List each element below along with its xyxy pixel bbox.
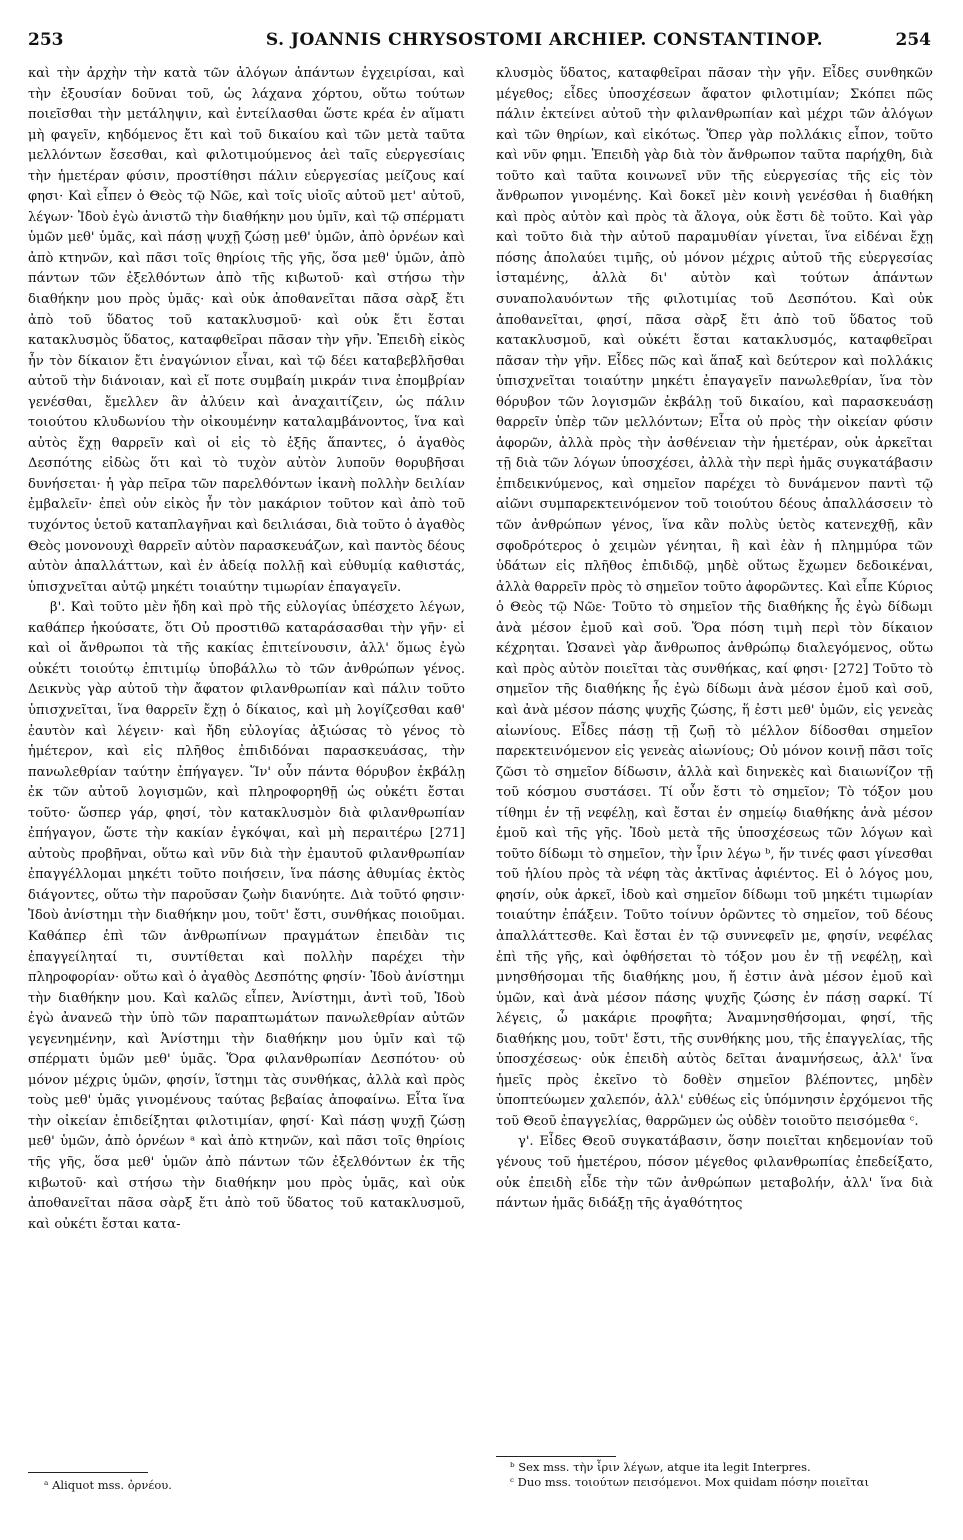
- paragraph: κλυσμὸς ὕδατος, καταφθεῖραι πᾶσαν τὴν γῆν. Εἶδες συνθηκῶν μέγεθος; εἶδες ὑποσχέσεων ἄφατον φιλοτιμίαν; Σκόπει πῶς πάλιν ἐκτείνει αὐτοῦ τὴν φιλανθρωπίαν καὶ μέχρι τῶν ἀλόγων καὶ τῶν θηρίων, καὶ εἰκότως. Ὅπερ γὰρ πολλάκις εἶπον, τοῦτο καὶ νῦν φημι. Ἐπειδὴ γὰρ διὰ τὸν ἄνθρωπον ταῦτα παρήχθη, διὰ τοῦτο καὶ ταῦτα κοινωνεῖ νῦν τῆς εὐεργεσίας τῆς εἰς τὸν ἄνθρωπον γινομένης. Καὶ δοκεῖ μὲν κοινὴ γενέσθαι ἡ διαθήκη καὶ πρὸς αὐτὸν καὶ πρὸς τὰ ἄλογα, οὐκ ἔστι δὲ τοῦτο. Καὶ γὰρ καὶ τοῦτο διὰ τὴν αὐτοῦ παραμυθίαν γίνεται, ἵνα εἰδέναι ἔχῃ πόσης ἀπολαύει τιμῆς, οὐ μόνον μέχρις αὐτοῦ τῆς εὐεργεσίας ἱσταμένης, ἀλλὰ δι' αὐτὸν καὶ τούτων ἁπάντων συναπολαυόντων τῆς φιλοτιμίας τοῦ Δεσπότου. Καὶ οὐκ ἀποθανεῖται, φησί, πᾶσα σὰρξ ἔτι ἀπὸ τοῦ ὕδατος τοῦ κατακλυσμοῦ, καὶ οὐκέτι ἔσται κατακλυσμός, καταφθεῖραι πᾶσαν τὴν γῆν. Εἶδες πῶς καὶ ἅπαξ καὶ δεύτερον καὶ πολλάκις ὑπισχνεῖται τοιαύτην μηκέτι ἐπαγαγεῖν πανωλεθρίαν, ἵνα τὸν θόρυβον τῶν λογισμῶν ἐκβάλῃ τοῦ δικαίου, καὶ παρασκευάσῃ θαρρεῖν ὑπὲρ τῶν μελλόντων; Εἶτα οὐ πρὸς τὴν οἰκείαν φύσιν ἀφορῶν, ἀλλὰ πρὸς τὴν ἀσθένειαν τὴν ἡμετέραν, οὐκ ἀρκεῖται τῇ διὰ τῶν λόγων ὑποσχέσει, ἀλλὰ τὴν περὶ ἡμᾶς συγκατάβασιν ἐπιδεικνύμενος, καὶ σημεῖον παρέχει τὸ δυνάμενον παντὶ τῷ αἰῶνι συμπαρεκτεινόμενον τοῦ τοιούτου δέους ἀπαλλάσσειν τὸ τῶν ἀνθρώπων γένος, ἵνα κἂν πολὺς ὑετὸς κατενεχθῇ, κἂν σφοδρότερος ὁ χειμὼν γένηται, ἢ καὶ ἐὰν ἡ πλημμύρα τῶν ὑδάτων εἰς πλῆθος ἐπιδιδῷ, μηδὲ οὕτως ἔχωμεν δεδοικέναι, ἀλλὰ θαρρεῖν πρὸς τὸ σημεῖον τοῦτο ἀφορῶντες. Καὶ εἶπε Κύριος ὁ Θεὸς τῷ Νῶε· Τοῦτο τὸ σημεῖον τῆς διαθήκης ἧς ἐγὼ δίδωμι ἀνὰ μέσον ἐμοῦ καὶ σοῦ. Ὅρα πόση τιμὴ περὶ τὸν δίκαιον κέχρηται. Ὡσανεὶ γὰρ ἄνθρωπος ἀνθρώπῳ διαλεγόμενος, οὕτω καὶ πρὸς αὐτὸν ποιεῖται τὰς συνθήκας, καί φησι· [272] Τοῦτο τὸ σημεῖον τῆς διαθήκης ἧς ἐγὼ δίδωμι ἀνὰ μέσον ἐμοῦ καὶ σοῦ, καὶ ἀνὰ μέσον πάσης ψυχῆς ζώσης, ἥ ἐστι μεθ' ὑμῶν, εἰς γενεὰς αἰωνίους. Εἶδες πάσῃ τῇ ζωῇ τὸ μέλλον δίδοσθαι σημεῖον παρεκτεινόμενον εἰς γενεὰς αἰωνίους; Οὐ μόνον κοινῇ πᾶσι τοῖς ζῶσι τὸ σημεῖον δίδωσιν, ἀλλὰ καὶ διηνεκὲς καὶ διαιωνίζον τῇ τοῦ κόσμου συστάσει. Τί οὖν ἔστι τὸ σημεῖον; Τὸ τόξον μου τίθημι ἐν τῇ νεφέλῃ, καὶ ἔσται ἐν σημείῳ διαθήκης ἀνὰ μέσον ἐμοῦ καὶ τῆς γῆς. Ἰδοὺ μετὰ τῆς ὑποσχέσεως τῶν λόγων καὶ τοῦτο δίδωμι τὸ σημεῖον, τὴν ἶριν λέγω ᵇ, ἥν τινές φασι γίνεσθαι τοῦ ἡλίου πρὸς τὰ νέφη τὰς ἀκτῖνας ἀφιέντος. Εἰ ὁ λόγος μου, φησίν, οὐκ ἀρκεῖ, ἰδοὺ καὶ σημεῖον δίδωμι τοῦ μηκέτι τιμωρίαν τοιαύτην ἐπάξειν. Τοῦτο τοίνυν ὁρῶντες τὸ σημεῖον, τοῦ δέους ἀπαλλάττεσθε. Καὶ ἔσται ἐν τῷ συννεφεῖν με, φησίν, νεφέλας ἐπὶ τῆς γῆς, καὶ ὀφθήσεται τὸ τόξον μου ἐν τῇ νεφέλῃ, καὶ μνησθήσομαι τῆς διαθήκης μου, ἥ ἐστιν ἀνὰ μέσον ἐμοῦ καὶ ὑμῶν, καὶ ἀνὰ μέσον πάσης ψυχῆς ζώσης ἐν πάσῃ σαρκί. Τί λέγεις, ὦ μακάριε προφῆτα; Ἀναμνησθήσομαι, φησί, τῆς διαθήκης μου, τοῦτ' ἔστι, τῆς συνθήκης μου, τῆς ἐπαγγελίας, τῆς ὑποσχέσεως· οὐκ ἐπειδὴ αὐτὸς δεῖται ἀναμνήσεως, ἀλλ' ἵνα ἡμεῖς πρὸς ἐκεῖνο τὸ δοθὲν σημεῖον βλέποντες, μηδὲν ὑποπτεύωμεν χαλεπόν, ἀλλ' εὐθέως εἰς ὑπόμνησιν ἐρχόμενοι τῆς τοῦ Θεοῦ ἐπαγγελίας, θαρρῶμεν ὡς οὐδὲν τοιοῦτο πεισόμεθα ᶜ.: [496, 66, 933, 1129]
- footnote-left: [44, 1478, 464, 1493]
- footnote-c: ᶜ Duo mss. τοιούτων πεισόμενοι. Mox quidam πόσην ποιεῖται: [510, 1475, 869, 1489]
- footnote-b: ᵇ Sex mss. τὴν ἶριν λέγων, atque ita legit Interpres.: [510, 1460, 811, 1474]
- footnotes-right: [510, 1460, 940, 1490]
- paragraph: γ'. Εἶδες Θεοῦ συγκατάβασιν, ὅσην ποιεῖται κηδεμονίαν τοῦ γένους τοῦ ἡμετέρου, πόσον μέγεθος φιλανθρωπίας ἐπεδείξατο, οὐκ ἐπειδὴ εἶδε τὴν τῶν ἀνθρώπων μεταβολήν, ἀλλ' ἵνα διὰ πάντων ἡμᾶς διδάξῃ τῆς ἀγαθότητος: [496, 1134, 933, 1212]
- footnote-rule-right: [496, 1456, 616, 1457]
- running-header: [28, 30, 931, 54]
- paragraph: β'. Καὶ τοῦτο μὲν ἤδη καὶ πρὸ τῆς εὐλογίας ὑπέσχετο λέγων, καθάπερ ἠκούσατε, ὅτι Οὐ προστιθῶ καταράσασθαι τὴν γῆν· εἰ καὶ οἱ ἄνθρωποι τὰ τῆς κακίας ἐπιτείνουσιν, ἀλλ' ὅμως ἐγὼ οὐκέτι τοιούτῳ ἐπιτιμίῳ ὑποβάλλω τὸ τῶν ἀνθρώπων γένος. Δεικνὺς γὰρ αὐτοῦ τὴν ἄφατον φιλανθρωπίαν καὶ πάλιν τοῦτο ὑπισχνεῖται, ἵνα θαρρεῖν ἔχῃ ὁ δίκαιος, καὶ μὴ λογίζεσθαι καθ' ἑαυτὸν καὶ λέγειν· καὶ ἤδη εὐλογίας ἀξιώσας τὸ γένος τὸ ἡμέτερον, καὶ εἰς πλῆθος ἐπιδιδόναι παρασκευάσας, τὴν πανωλεθρίαν ταύτην ἐπήγαγεν. Ἵν' οὖν πάντα θόρυβον ἐκβάλῃ ἐκ τῶν αὐτοῦ λογισμῶν, καὶ πληροφορηθῇ ὡς οὐκέτι ἔσται τοῦτο· ὥσπερ γάρ, φησί, τὸν κατακλυσμὸν διὰ φιλανθρωπίαν ἐπήγαγον, ὥστε τὴν κακίαν ἐγκόψαι, καὶ μὴ περαιτέρω [271] αὐτοὺς προβῆναι, οὕτω καὶ νῦν διὰ τὴν ἐμαυτοῦ φιλανθρωπίαν ἐπαγγέλλομαι μηκέτι τοῦτο ποιήσειν, ἵνα πάσης ἀθυμίας ἐκτὸς διάγοντες, οὕτω τὴν παροῦσαν ζωὴν διανύητε. Διὰ τοῦτό φησιν· Ἰδοὺ ἀνίστημι τὴν διαθήκην μου, τοῦτ' ἔστι, συνθήκας ποιοῦμαι. Καθάπερ ἐπὶ τῶν ἀνθρωπίνων πραγμάτων ἐπειδὰν τις ἐπαγγείληταί τι, συντίθεται καὶ πολλὴν παρέχει τὴν πληροφορίαν· οὕτω καὶ ὁ ἀγαθὸς Δεσπότης φησίν· Ἰδοὺ ἀνίστημι τὴν διαθήκην μου. Καὶ καλῶς εἶπεν, Ἀνίστημι, ἀντὶ τοῦ, Ἰδοὺ ἐγὼ ἀνανεῶ τὴν ὑπὸ τῶν παραπτωμάτων πανωλεθρίαν αὐτῶν γεγενημένην, καὶ Ἀνίστημι τὴν διαθήκην μου ὑμῖν καὶ τῷ σπέρματι ὑμῶν μεθ' ὑμᾶς. Ὅρα φιλανθρωπίαν Δεσπότου· οὐ μόνον μέχρις ὑμῶν, φησίν, ἵστημι τὰς συνθήκας, ἀλλὰ καὶ πρὸς τοὺς μεθ' ὑμᾶς γινομένους ταύτας βεβαίας ἀποφαίνω. Εἶτα ἵνα τὴν οἰκείαν ἐπιδείξηται φιλοτιμίαν, φησί· Καὶ πάσῃ ψυχῇ ζώσῃ μεθ' ὑμῶν, ἀπὸ ὀρνέων ᵃ καὶ ἀπὸ κτηνῶν, καὶ πᾶσι τοῖς θηρίοις τῆς γῆς, ὅσα μεθ' ὑμῶν ἀπὸ πάντων τῶν ἐξελθόντων ἐκ τῆς κιβωτοῦ· καὶ στήσω τὴν διαθήκην μου πρὸς ὑμᾶς, καὶ οὐκ ἀποθανεῖται πᾶσα σὰρξ ἔτι ἀπὸ τοῦ ὕδατος τοῦ κατακλυσμοῦ, καὶ οὐκέτι ἔσται κατα-: [28, 600, 465, 1232]
- footnote-rule-left: [28, 1472, 148, 1473]
- page-number-left: 253: [28, 30, 64, 50]
- text-column-right: [496, 64, 933, 1464]
- text-column-left: [28, 64, 465, 1464]
- paragraph: καὶ τὴν ἀρχὴν τὴν κατὰ τῶν ἀλόγων ἁπάντων ἐγχειρίσαι, καὶ τὴν ἐξουσίαν δοῦναι τοῦ, ὡς λάχανα χόρτου, οὕτω τούτων ποιεῖσθαι τὴν μετάληψιν, καὶ ἐντείλασθαι ὥστε κρέα ἐν αἵματι μὴ φαγεῖν, κηδόμενος ἔτι καὶ τοῦ δικαίου καὶ τῶν μετὰ ταῦτα μελλόντων ἔσεσθαι, καὶ φιλοτιμούμενος ἀεὶ ταῖς εὐεργεσίαις τὴν ἡμετέραν φύσιν, προστίθησι πάλιν εὐεργεσίας μείζους καί φησι· Καὶ εἶπεν ὁ Θεὸς τῷ Νῶε, καὶ τοῖς υἱοῖς αὐτοῦ μετ' αὐτοῦ, λέγων· Ἰδοὺ ἐγὼ ἀνιστῶ τὴν διαθήκην μου ὑμῖν, καὶ τῷ σπέρματι ὑμῶν μεθ' ὑμᾶς, καὶ πάσῃ ψυχῇ ζώσῃ μεθ' ὑμῶν, ἀπὸ ὀρνέων καὶ ἀπὸ κτηνῶν, καὶ πᾶσι τοῖς θηρίοις τῆς γῆς, ὅσα μεθ' ὑμῶν, ἀπὸ πάντων τῶν ἐξελθόντων ἀπὸ τῆς κιβωτοῦ· καὶ στήσω τὴν διαθήκην μου πρὸς ὑμᾶς· καὶ οὐκ ἀποθανεῖται πᾶσα σὰρξ ἔτι ἀπὸ τοῦ ὕδατος τοῦ κατακλυσμοῦ· καὶ οὐκ ἔτι ἔσται κατακλυσμὸς ὕδατος, καταφθεῖραι πᾶσαν τὴν γῆν. Ἐπειδὴ εἰκὸς ἦν τὸν δίκαιον ἔτι ἐναγώνιον εἶναι, καὶ τῷ δέει καταβεβλῆσθαι αὐτοῦ τὴν διάνοιαν, καὶ εἴ ποτε συμβαίη μικράν τινα ἐπομβρίαν γενέσθαι, ἔμελλεν ἂν ἀλύειν καὶ ἀναχαιτίζειν, ὡς πάλιν τοιούτου κλυδωνίου τὴν οἰκουμένην καταλαμβάνοντος, ἵνα καὶ αὐτὸς ἔχῃ θαρρεῖν καὶ οἱ εἰς τὸ ἑξῆς ἅπαντες, ὁ ἀγαθὸς Δεσπότης εἰδὼς ὅτι καὶ τὸ τυχὸν αὐτὸν λυποῦν θορυβῆσαι δυνήσεται· ἡ γὰρ πεῖρα τῶν παρελθόντων ἱκανὴ πολλὴν δειλίαν ἐμβαλεῖν· ἐπεὶ οὐν εἰκὸς ἦν τὸν μακάριον τοῦτον καὶ ἀπὸ τοῦ τυχόντος ὑετοῦ καταπλαγῆναι καὶ δειλιάσαι, διὰ τοῦτο ὁ ἀγαθὸς Θεὸς μονονουχὶ θαρρεῖν αὐτὸν παρασκευάζων, καὶ παντὸς δέους αὐτὸν ἀπαλλάττων, καὶ ἐν ἀδείᾳ πολλῇ καὶ εὐθυμίᾳ καθιστάς, ὑπισχνεῖται αὐτῷ μηκέτι τοιαύτην τιμωρίαν ἐπαγαγεῖν.: [28, 66, 465, 595]
- page-number-right: 254: [895, 30, 931, 50]
- footnote-a: ᵃ Aliquot mss. ὀρνέου.: [44, 1478, 172, 1492]
- running-title: S. JOANNIS CHRYSOSTOMI ARCHIEP. CONSTANTINOP.: [265, 30, 824, 50]
